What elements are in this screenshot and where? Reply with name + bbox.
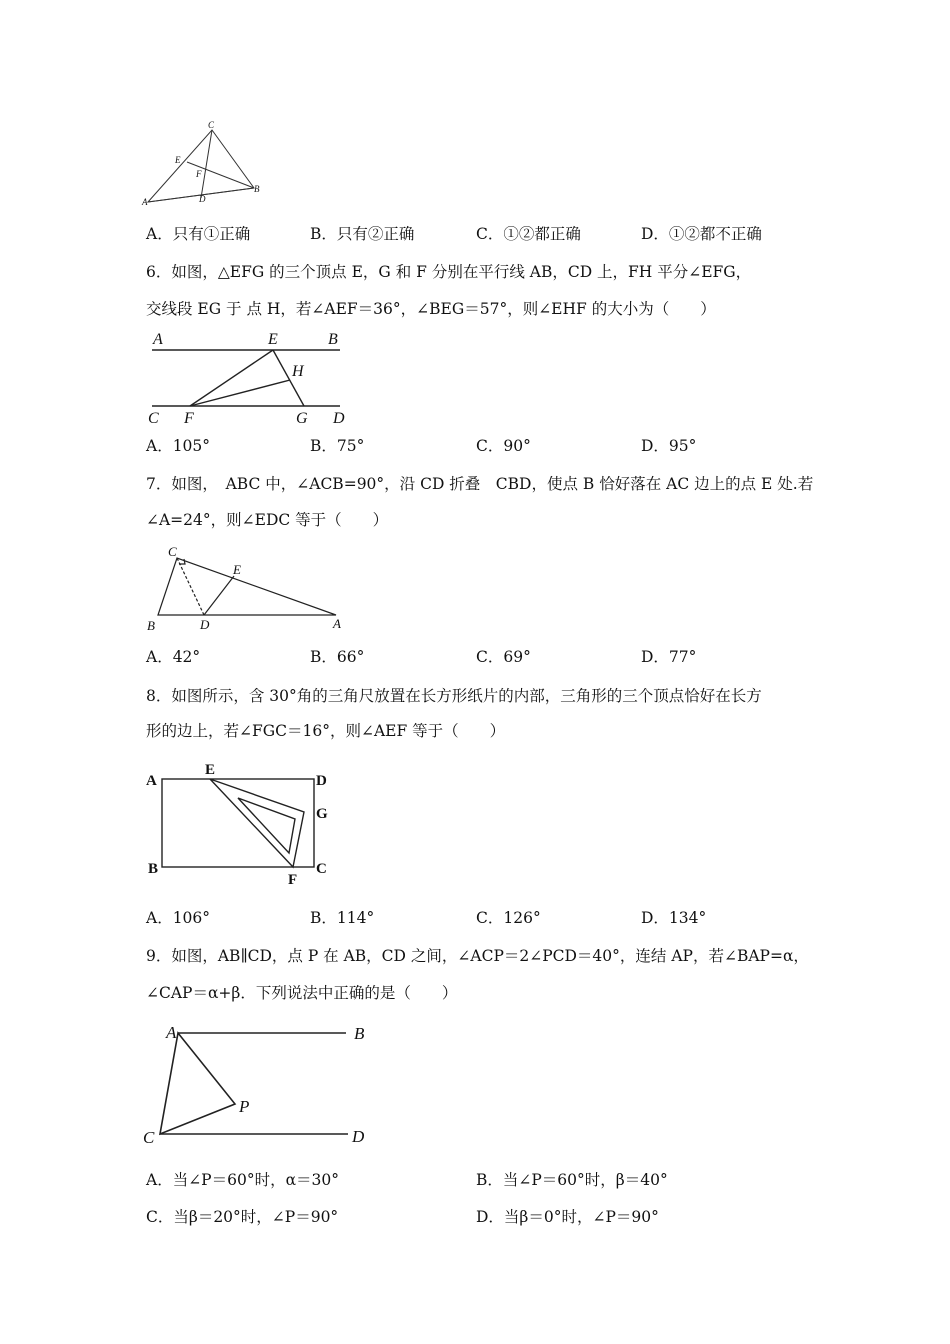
label-f: F — [196, 169, 202, 179]
q6-text-line2: 交线段 EG 于 点 H，若∠AEF＝36°，∠BEG＝57°，则∠EHF 的大小为（ ） — [146, 300, 716, 318]
figure-q7-folded-triangle — [140, 542, 350, 634]
label-e: E — [175, 155, 181, 165]
q7-option-c: C．69° — [476, 648, 531, 666]
label-a: A — [142, 197, 148, 207]
label-b: B — [254, 184, 260, 194]
label-e: E — [233, 562, 241, 577]
label-e: E — [268, 331, 278, 348]
q5-option-b: B．只有②正确 — [310, 225, 415, 243]
label-f: F — [184, 410, 194, 427]
q8-option-c: C．126° — [476, 909, 541, 927]
label-b: B — [328, 331, 338, 348]
label-c: C — [148, 410, 159, 427]
q7-option-d: D．77° — [641, 648, 697, 666]
q8-text-line1: 8．如图所示，含 30°角的三角尺放置在长方形纸片的内部，三角形的三个顶点恰好在长方 — [146, 687, 762, 705]
figure-q5-triangle — [138, 118, 268, 210]
label-c: C — [143, 1128, 155, 1147]
label-b: B — [354, 1024, 365, 1043]
q6-option-b: B．75° — [310, 437, 365, 455]
label-f: F — [288, 872, 298, 888]
q8-text-line2: 形的边上，若∠FGC＝16°，则∠AEF 等于（ ） — [146, 722, 506, 740]
label-a: A — [333, 616, 341, 631]
label-a: A — [146, 773, 157, 789]
figure-q9-parallel-lines — [140, 1016, 380, 1150]
q9-text-line2: ∠CAP＝α+β．下列说法中正确的是（ ） — [146, 984, 458, 1002]
q9-option-b: B．当∠P＝60°时，β＝40° — [476, 1171, 668, 1189]
q5-option-a: A．只有①正确 — [146, 225, 251, 243]
label-c: C — [316, 861, 327, 877]
label-d: D — [352, 1127, 365, 1146]
label-d: D — [333, 410, 345, 427]
q9-option-c: C．当β＝20°时，∠P＝90° — [146, 1208, 339, 1226]
label-a: A — [153, 331, 163, 348]
q6-option-a: A．105° — [146, 437, 211, 455]
q7-text-line1: 7．如图， ABC 中，∠ACB=90°，沿 CD 折叠 CBD，使点 B 恰好落在 AC 边上的点 E 处.若 — [146, 475, 814, 493]
label-a: A — [166, 1023, 177, 1042]
label-g: G — [316, 806, 328, 822]
q5-option-d: D．①②都不正确 — [641, 225, 762, 243]
q7-option-a: A．42° — [146, 648, 201, 666]
figure-q6-parallel-lines — [140, 326, 360, 430]
label-c: C — [168, 544, 177, 559]
q9-option-d: D．当β＝0°时，∠P＝90° — [476, 1208, 659, 1226]
q6-option-c: C．90° — [476, 437, 531, 455]
q7-text-line2: ∠A=24°，则∠EDC 等于（ ） — [146, 511, 389, 529]
label-d: D — [200, 617, 210, 632]
label-b: B — [148, 861, 159, 877]
q8-option-a: A．106° — [146, 909, 211, 927]
label-d: D — [316, 773, 327, 789]
label-g: G — [296, 410, 308, 427]
q9-option-a: A．当∠P＝60°时，α＝30° — [146, 1171, 340, 1189]
q5-option-c: C．①②都正确 — [476, 225, 581, 243]
q8-option-b: B．114° — [310, 909, 375, 927]
q8-option-d: D．134° — [641, 909, 707, 927]
q6-option-d: D．95° — [641, 437, 697, 455]
figure-q8-rectangle-setsquare — [142, 756, 342, 890]
label-b: B — [147, 618, 155, 633]
q9-text-line1: 9．如图，AB∥CD，点 P 在 AB，CD 之间，∠ACP＝2∠PCD＝40°，连结 AP，若∠BAP=α， — [146, 947, 809, 965]
q7-option-b: B．66° — [310, 648, 365, 666]
label-d: D — [199, 194, 206, 204]
label-c: C — [208, 120, 215, 130]
label-e: E — [205, 762, 216, 778]
q6-text-line1: 6．如图，△EFG 的三个顶点 E，G 和 F 分别在平行线 AB，CD 上，FH 平分∠EFG， — [146, 263, 752, 281]
label-h: H — [292, 363, 304, 380]
label-p: P — [239, 1097, 250, 1116]
